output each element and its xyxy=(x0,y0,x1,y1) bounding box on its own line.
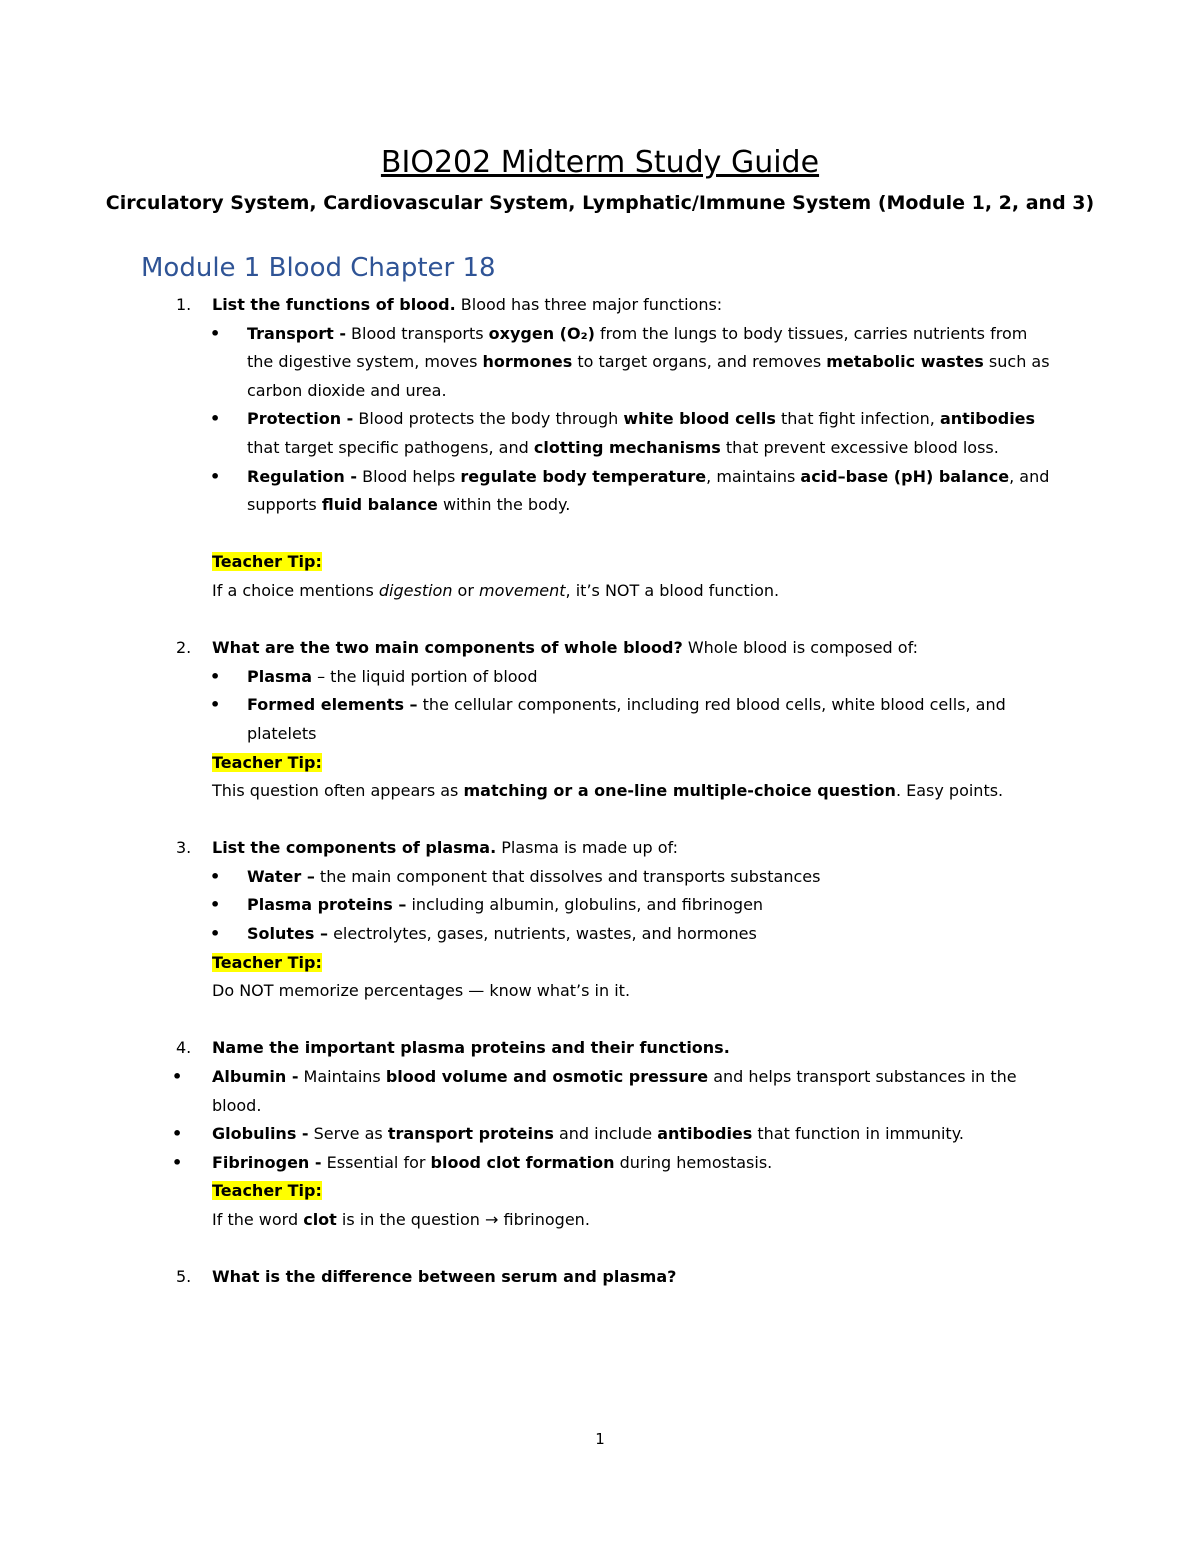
question-number: 2. xyxy=(176,638,192,658)
tip-text: , it’s NOT a blood function. xyxy=(565,580,780,600)
bullet-text: Blood transports xyxy=(345,323,489,343)
tip-text: or xyxy=(452,580,480,600)
bullet-term: Fibrinogen - xyxy=(212,1152,322,1172)
bullet-bold: blood clot formation xyxy=(430,1152,615,1172)
bullet-text: Blood protects the body through xyxy=(353,409,624,429)
tip-bold: clot xyxy=(303,1210,337,1229)
bullet-text: and helps transport substances in the blood. xyxy=(212,1067,1017,1115)
highlighted-label: Teacher Tip: xyxy=(212,752,322,772)
tip-text: is in the question → fibrinogen. xyxy=(336,1210,590,1229)
bullet-text: and include xyxy=(553,1124,658,1144)
tip-italic: digestion xyxy=(378,580,453,600)
bullet-bold: antibodies xyxy=(939,409,1036,429)
module-heading: Module 1 Blood Chapter 18 xyxy=(141,253,496,283)
teacher-tip-label xyxy=(0,548,1200,577)
question-2 xyxy=(0,634,1200,663)
bullet-term: Transport - xyxy=(247,323,346,343)
bullet-icon: • xyxy=(210,466,221,486)
bullet-icon: • xyxy=(210,895,221,915)
question-text: Name the important plasma proteins and their functions. xyxy=(212,1038,730,1058)
bullet-text: such as carbon dioxide and urea. xyxy=(247,352,1050,400)
bullet-icon: • xyxy=(172,1124,183,1144)
teacher-tip-label xyxy=(0,949,1200,978)
bullet-text: electrolytes, gases, nutrients, wastes, and hormones xyxy=(327,924,757,944)
tip-text: If the word xyxy=(212,1210,304,1229)
teacher-tip-label xyxy=(0,1177,1200,1206)
spacer xyxy=(0,520,1200,549)
bullet-text: the cellular components, including red blood cells, white blood cells, and platelets xyxy=(247,695,1006,743)
question-text: List the components of plasma. xyxy=(212,838,497,858)
document-title: BIO202 Midterm Study Guide xyxy=(380,145,820,180)
question-lead: Plasma is made up of: xyxy=(496,838,678,858)
question-1 xyxy=(0,291,1200,320)
list-item xyxy=(0,663,1200,692)
bullet-term: Formed elements – xyxy=(247,695,418,715)
bullet-text: from the lungs to body tissues, carries nutrients from the digestive system, moves xyxy=(247,323,1028,372)
bullet-bold: white blood cells xyxy=(623,409,776,429)
tip-text: This question often appears as xyxy=(212,781,464,801)
list-item xyxy=(0,463,1200,520)
bullet-text: the main component that dissolves and transports substances xyxy=(314,866,821,886)
spacer xyxy=(0,1235,1200,1264)
bullet-text: that prevent excessive blood loss. xyxy=(720,437,999,457)
highlighted-label: Teacher Tip: xyxy=(212,952,322,972)
bullet-bold: oxygen (O₂) xyxy=(488,323,595,343)
bullet-icon: • xyxy=(210,695,221,715)
list-item xyxy=(0,1063,1200,1120)
question-text: List the functions of blood. xyxy=(212,295,456,314)
bullet-text: that target specific pathogens, and xyxy=(247,437,534,457)
bullet-text: Serve as xyxy=(308,1124,388,1144)
bullet-term: Regulation - xyxy=(247,466,358,486)
bullet-icon: • xyxy=(210,924,221,944)
spacer xyxy=(0,806,1200,835)
bullet-icon: • xyxy=(210,323,221,343)
bullet-icon: • xyxy=(210,866,221,886)
bullet-icon: • xyxy=(172,1067,183,1087)
document-subtitle: Circulatory System, Cardiovascular System, Lymphatic/Immune System (Module 1, 2, and 3) xyxy=(105,192,1095,214)
question-3 xyxy=(0,834,1200,863)
bullet-bold: fluid balance xyxy=(321,495,438,515)
question-text: What is the difference between serum and plasma? xyxy=(212,1267,677,1287)
teacher-tip-text xyxy=(0,1206,1200,1235)
bullet-text: Blood helps xyxy=(357,466,461,486)
question-lead: Blood has three major functions: xyxy=(455,295,723,314)
bullet-text: – the liquid portion of blood xyxy=(312,666,538,686)
spacer xyxy=(0,606,1200,635)
bullet-text: within the body. xyxy=(437,495,571,515)
bullet-bold: antibodies xyxy=(657,1124,753,1144)
list-item xyxy=(0,863,1200,892)
bullet-icon: • xyxy=(172,1152,183,1172)
bullet-text: including albumin, globulins, and fibrinogen xyxy=(406,895,764,915)
list-item xyxy=(0,1120,1200,1149)
bullet-term: Albumin - xyxy=(212,1067,299,1087)
highlighted-label: Teacher Tip: xyxy=(212,552,322,572)
study-guide-content xyxy=(0,291,1200,1292)
question-5 xyxy=(0,1263,1200,1292)
teacher-tip-text xyxy=(0,577,1200,606)
tip-text: . Easy points. xyxy=(895,781,1004,801)
bullet-text: Essential for xyxy=(321,1152,431,1172)
bullet-term: Water – xyxy=(247,866,315,886)
tip-text: If a choice mentions xyxy=(212,580,379,600)
bullet-bold: clotting mechanisms xyxy=(533,437,721,457)
bullet-text: during hemostasis. xyxy=(614,1152,773,1172)
bullet-text: , and supports xyxy=(247,466,1050,515)
list-item xyxy=(0,891,1200,920)
highlighted-label: Teacher Tip: xyxy=(212,1181,322,1201)
bullet-term: Plasma proteins – xyxy=(247,895,407,915)
list-item xyxy=(0,920,1200,949)
list-item xyxy=(0,405,1200,462)
question-number: 5. xyxy=(176,1267,192,1287)
list-item xyxy=(0,320,1200,406)
list-item xyxy=(0,691,1200,748)
page-number: 1 xyxy=(595,1430,605,1448)
bullet-term: Solutes – xyxy=(247,924,328,944)
question-number: 4. xyxy=(176,1038,192,1058)
bullet-bold: metabolic wastes xyxy=(826,352,984,372)
tip-italic: movement xyxy=(479,580,566,600)
bullet-text: that function in immunity. xyxy=(752,1124,964,1144)
bullet-term: Globulins - xyxy=(212,1124,309,1144)
question-lead: Whole blood is composed of: xyxy=(682,638,919,658)
teacher-tip-text: Do NOT memorize percentages — know what’s in it. xyxy=(212,981,631,1001)
bullet-term: Plasma xyxy=(247,666,312,686)
question-number: 1. xyxy=(176,295,192,314)
question-4 xyxy=(0,1034,1200,1063)
question-text: What are the two main components of whole blood? xyxy=(212,638,683,658)
bullet-text: , maintains xyxy=(706,466,801,486)
tip-bold: matching or a one-line multiple-choice question xyxy=(463,781,896,801)
teacher-tip-text xyxy=(0,777,1200,806)
spacer xyxy=(0,1006,1200,1035)
bullet-icon: • xyxy=(210,666,221,686)
teacher-tip-label xyxy=(0,749,1200,778)
question-number: 3. xyxy=(176,838,192,858)
bullet-term: Protection - xyxy=(247,409,354,429)
bullet-bold: transport proteins xyxy=(387,1124,554,1144)
bullet-bold: regulate body temperature xyxy=(460,466,707,486)
bullet-text: that fight infection, xyxy=(775,409,940,429)
bullet-text: Maintains xyxy=(298,1067,386,1087)
bullet-bold: hormones xyxy=(482,352,573,372)
bullet-bold: acid–base (pH) balance xyxy=(800,466,1010,486)
bullet-icon: • xyxy=(210,409,221,429)
bullet-bold: blood volume and osmotic pressure xyxy=(385,1067,709,1087)
list-item xyxy=(0,1149,1200,1178)
bullet-text: to target organs, and removes xyxy=(572,352,827,372)
